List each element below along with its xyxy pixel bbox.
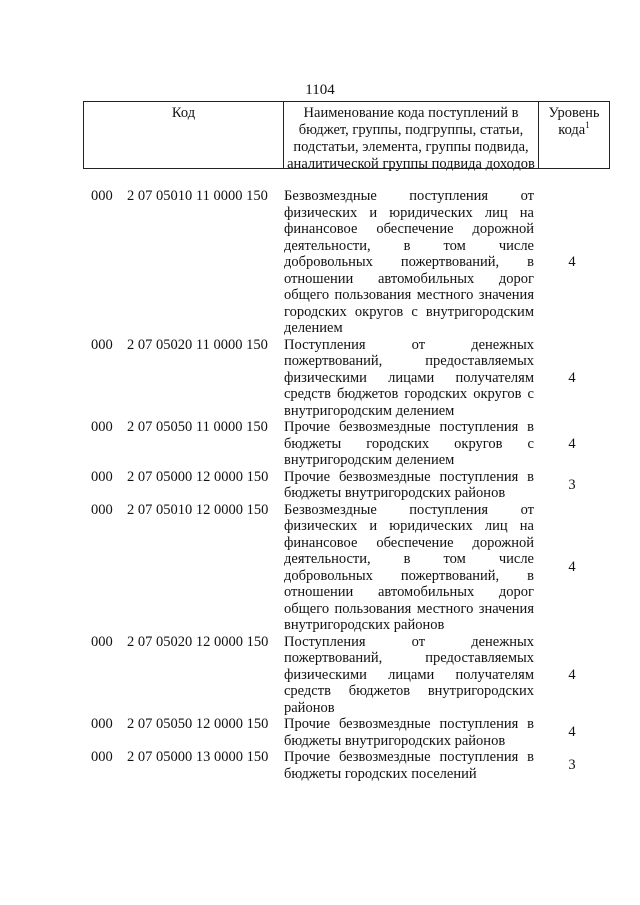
revenue-name: Безвозмездные поступления от физических и юридических лиц на финансовое обеспечение дорожной деятельности, в том числе добровольных пожертвований, в отношении автомобильных дорог общего пользования местного значения городских округов с внутригородским делением [284, 188, 534, 336]
table-header [83, 101, 610, 172]
code-level: 3 [568, 476, 576, 493]
revenue-name: Безвозмездные поступления от физических и юридических лиц на финансовое обеспечение дорожной деятельности, в том числе добровольных пожертвований, в отношении автомобильных дорог общего пользования местного значения внутригородских районов [284, 501, 534, 633]
admin-code: 000 [91, 336, 113, 353]
header-level [539, 102, 609, 168]
admin-code: 000 [91, 633, 113, 650]
table-row [0, 188, 640, 337]
table-row [0, 337, 640, 420]
revenue-code: 2 07 05050 12 0000 150 [127, 716, 269, 732]
revenue-code: 2 07 05020 12 0000 150 [127, 633, 269, 650]
admin-code: 000 [91, 749, 113, 765]
code-level: 4 [568, 666, 576, 683]
table-row [0, 419, 640, 469]
header-name: Наименование кода поступлений в бюджет, группы, подгруппы, статьи, подстатьи, элемента, группы подвида, аналитической группы подвида доходов [284, 102, 539, 168]
admin-code: 000 [91, 716, 113, 732]
table-body [0, 188, 640, 782]
table-row [0, 634, 640, 717]
table-row [0, 749, 640, 782]
code-level: 4 [568, 724, 576, 741]
table-row [0, 469, 640, 502]
revenue-name: Поступления от денежных пожертвований, предоставляемых физическими лицами получателям средств бюджетов внутригородских районов [284, 633, 534, 716]
admin-code: 000 [91, 419, 113, 435]
revenue-code: 2 07 05000 12 0000 150 [127, 468, 269, 485]
revenue-name: Поступления от денежных пожертвований, предоставляемых физическими лицами получателям средств бюджетов городских округов с внутригородским делением [284, 336, 534, 419]
code-level: 4 [568, 254, 576, 270]
revenue-code: 2 07 05020 11 0000 150 [127, 336, 268, 353]
header-code: Код [84, 102, 284, 168]
admin-code: 000 [91, 468, 113, 485]
revenue-code: 2 07 05000 13 0000 150 [127, 749, 269, 765]
page-number: 1104 [305, 82, 335, 98]
code-level: 4 [568, 369, 576, 386]
code-level: 4 [568, 559, 576, 576]
header-level-label: Уровень кода [548, 105, 600, 138]
revenue-name: Прочие безвозмездные поступления в бюджеты городских округов с внутригородским делением [284, 419, 534, 468]
header-level-footnote: 1 [585, 120, 590, 130]
admin-code: 000 [91, 188, 113, 204]
revenue-name: Прочие безвозмездные поступления в бюджеты городских поселений [284, 749, 534, 782]
table-row [0, 716, 640, 749]
admin-code: 000 [91, 501, 113, 518]
revenue-name: Прочие безвозмездные поступления в бюджеты внутригородских районов [284, 468, 534, 501]
revenue-name: Прочие безвозмездные поступления в бюджеты внутригородских районов [284, 716, 534, 749]
table-row [0, 502, 640, 634]
revenue-code: 2 07 05050 11 0000 150 [127, 419, 268, 435]
revenue-code: 2 07 05010 11 0000 150 [127, 188, 268, 204]
code-level: 4 [568, 435, 576, 452]
code-level: 3 [568, 757, 576, 774]
revenue-code: 2 07 05010 12 0000 150 [127, 501, 269, 518]
